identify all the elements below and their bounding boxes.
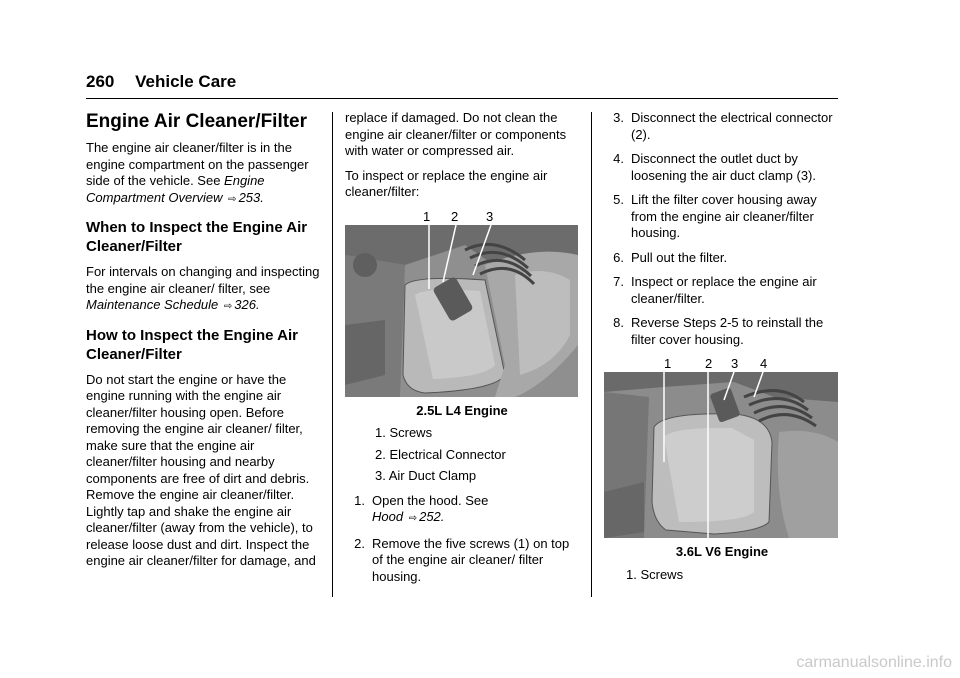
figure-2-5l-engine [345, 209, 579, 420]
page-ref-arrow-icon: ⇨ [223, 301, 233, 312]
callout-2: 2 [705, 356, 713, 371]
figure-callouts [345, 209, 579, 225]
figure-callouts [604, 356, 840, 372]
callout-1: 1 [423, 208, 431, 224]
legend-item: 2. Electrical Connector [375, 446, 506, 462]
how-to-inspect-heading: How to Inspect the Engine Air Cleaner/Filter [86, 326, 298, 363]
figure-3-6l-engine [604, 356, 840, 561]
figure-caption: 3.6L V6 Engine [675, 544, 769, 559]
step-item: 1. Open the hood. See Hood ⇨ 252. [354, 492, 489, 524]
callout-legend [345, 425, 579, 485]
step-item: 8. Reverse Steps 2-5 to reinstall the filter cover housing. [613, 315, 824, 347]
engine-photo-2-5l [345, 225, 578, 397]
continued-paragraph: replace if damaged. Do not clean the engine air cleaner/filter or components with water or compressed air. [345, 110, 567, 158]
page-number: 260 [86, 72, 115, 91]
step-item: 5. Lift the filter cover housing away from the engine air cleaner/filter housing. [613, 192, 817, 240]
page-ref-arrow-icon: ⇨ [228, 193, 237, 205]
callout-3: 3 [731, 356, 739, 371]
column-2 [345, 110, 579, 593]
legend-item: 1. Screws [375, 425, 433, 440]
intro-paragraph: The engine air cleaner/filter is in the engine compartment on the passenger side of the vehicle. See Engine Compartment Overview ⇨ 253. [86, 140, 309, 205]
column-3 [604, 110, 840, 591]
section-title: Vehicle Care [135, 72, 237, 91]
column-1 [86, 110, 322, 578]
figure-caption: 2.5L L4 Engine [416, 402, 508, 418]
page-ref[interactable]: 326 [234, 297, 256, 312]
page-ref[interactable]: 253 [238, 189, 261, 205]
hood-link[interactable]: Hood [372, 509, 404, 524]
legend-item: 1. Screws [626, 566, 684, 582]
step-item: 3. Disconnect the electrical connector (2). [613, 110, 833, 142]
page-ref-arrow-icon: ⇨ [408, 513, 418, 524]
header-rule [86, 98, 838, 99]
page-header [86, 72, 236, 92]
article-title: Engine Air Cleaner/Filter [86, 111, 308, 132]
callout-3: 3 [486, 208, 494, 224]
maintenance-schedule-link[interactable]: Maintenance Schedule [86, 297, 219, 312]
step-item: 2. Remove the five screws (1) on top of the engine air cleaner/ filter housing. [354, 535, 570, 584]
how-paragraph: Do not start the engine or have the engine running with the engine air cleaner/filter housing open. Before removing the engine air cleaner/ filter, make sure that the engine air cleaner/filter housing and nearby components are free of dirt and debris. Remove the engine air cleaner/filter. Lightly tap and shake the engine air cleaner/filter (away from the vehicle), to release loose dust and dirt. Inspect the engine air cleaner/filter for damage, and [86, 371, 316, 568]
page-ref[interactable]: 252 [419, 509, 441, 524]
inspect-intro: To inspect or replace the engine air cleaner/filter: [345, 167, 548, 199]
engine-3-6l-illustration [604, 372, 838, 538]
watermark: carmanualsonline.info [796, 654, 952, 671]
callout-2: 2 [451, 208, 459, 224]
when-to-inspect-heading: When to Inspect the Engine Air Cleaner/Filter [86, 219, 308, 255]
callout-4: 4 [760, 356, 768, 371]
step-item: 6. Pull out the filter. [613, 249, 728, 265]
engine-photo-3-6l [604, 372, 838, 538]
callout-legend [604, 567, 840, 584]
column-divider-2 [591, 112, 592, 597]
callout-1: 1 [664, 356, 672, 371]
engine-compartment-link[interactable]: Engine Compartment Overview [86, 173, 265, 205]
step-item: 7. Inspect or replace the engine air cleaner/filter. [613, 274, 817, 306]
when-paragraph: For intervals on changing and inspecting the engine air cleaner/ filter, see Maintenance Schedule ⇨ 326. [86, 264, 320, 312]
step-item: 4. Disconnect the outlet duct by loosening the air duct clamp (3). [613, 151, 816, 183]
column-divider-1 [332, 112, 333, 597]
engine-2-5l-illustration [345, 225, 578, 397]
legend-item: 3. Air Duct Clamp [375, 468, 477, 483]
